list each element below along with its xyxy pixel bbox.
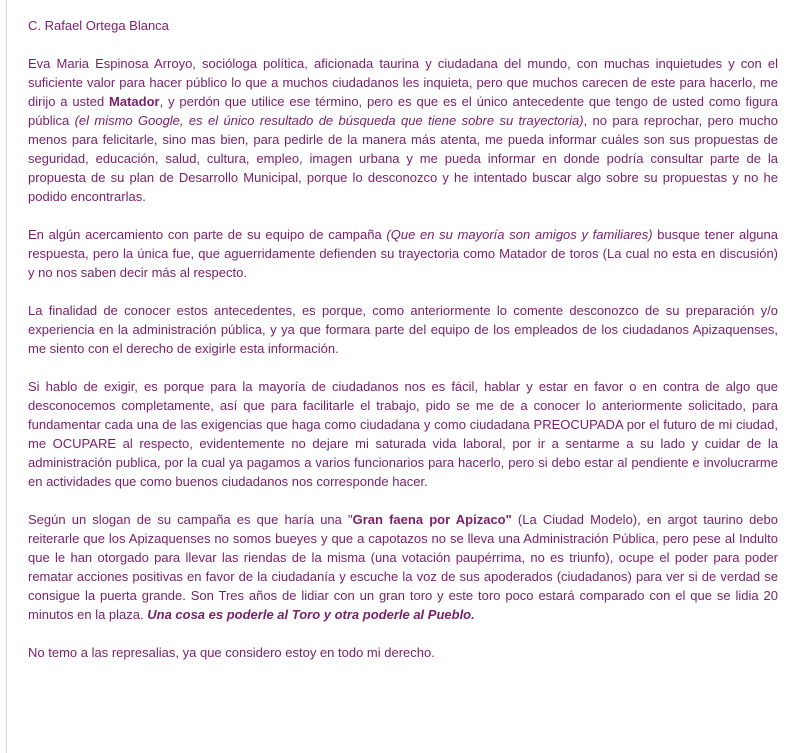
paragraph-1 (28, 54, 778, 206)
paragraph-1-bold-matador: Matador (109, 94, 160, 109)
paragraph-5 (28, 510, 778, 624)
paragraph-1-italic-note: (el mismo Google, es el único resultado de búsqueda que tiene sobre su trayectoria) (74, 113, 584, 128)
left-edge-divider (6, 0, 7, 753)
paragraph-2-italic-note: (Que en su mayoría son amigos y familiares) (386, 227, 653, 242)
paragraph-2 (28, 225, 778, 282)
paragraph-2-text-a: En algún acercamiento con parte de su equipo de campaña (28, 227, 387, 242)
paragraph-5-bold-slogan: Gran faena por Apizaco" (352, 512, 512, 527)
paragraph-2-text-c: busque tener alguna respuesta, pero la única fue, que aguerridamente defienden su trayectoria como Matador de toros (La cual no esta en discusión) y no nos saben decir más al respecto. (28, 227, 778, 280)
paragraph-1-text-c: , y perdón que utilice ese término, pero es que es el único antecedente que tengo de usted como figura pública (28, 94, 778, 128)
paragraph-3: La finalidad de conocer estos antecedentes, es porque, como anteriormente lo comente desconozco de su preparación y/o experiencia en la administración pública, y ya que formara parte del equipo de los empleados de los ciudadanos Apizaquenses, me siento con el derecho de exigirle esta información. (28, 303, 778, 356)
paragraph-6: No temo a las represalias, ya que considero estoy en todo mi derecho. (28, 645, 435, 660)
letter-greeting: C. Rafael Ortega Blanca (28, 18, 169, 33)
paragraph-5-text-a: Según un slogan de su campaña es que haría una " (28, 512, 353, 527)
paragraph-4: Si hablo de exigir, es porque para la mayoría de ciudadanos nos es fácil, hablar y estar en favor o en contra de algo que desconocemos completamente, así que para facilitarle el trabajo, pido se me de a conocer lo anteriormente solicitado, para fundamentar cada una de las exigencias que haga como ciudadana y como ciudadana PREOCUPADA por el futuro de mi ciudad, me OCUPARE al respecto, evidentemente no dejare mi saturada vida laboral, por ir a sentarme a su lado y cuidar de la administración publica, por la cual ya pagamos a varios funcionarios para hacerlo, pero si debo estar al pendiente e involucrarme en actividades que como buenos ciudadanos nos corresponde hacer. (28, 379, 778, 489)
paragraph-5-bold-italic-closing: Una cosa es poderle al Toro y otra poderle al Pueblo. (147, 607, 475, 622)
paragraph-1-text-a: Eva Maria Espinosa Arroyo, socióloga política, aficionada taurina y ciudadana del mundo, con muchas inquietudes y con el suficiente valor para hacer público lo que a muchos ciudadanos les inquieta, pero que muchos carecen de este para hacerlo, me dirijo a usted (28, 56, 778, 109)
paragraph-5-text-c: (La Ciudad Modelo), en argot taurino debo reiterarle que los Apizaquenses no somos bueyes y que a capotazos no se lleva una Administración Pública, pero pese al Indulto que le han otorgado para llevar las riendas de la misma (una votación paupérrima, no es triunfo), ocupe el poder para poder rematar acciones positivas en favor de la ciudadanía y escuche la voz de sus apoderados (ciudadanos) para ver si de verdad se consigue la puerta grande. Son Tres años de lidiar con un gran toro y este toro poco estará comparado con el que se lidia 20 minutos en la plaza. (28, 512, 778, 622)
paragraph-1-text-e: , no para reprochar, pero mucho menos para felicitarle, sino mas bien, para pedirle de la manera más atenta, me pueda informar cuáles son sus propuestas de seguridad, educación, salud, cultura, empleo, imagen urbana y me pueda informar en donde podría consultar parte de la propuesta de su plan de Desarrollo Municipal, porque lo desconozco y he intentado buscar algo sobre su propuestas y no he podido encontrarlas. (28, 113, 778, 204)
